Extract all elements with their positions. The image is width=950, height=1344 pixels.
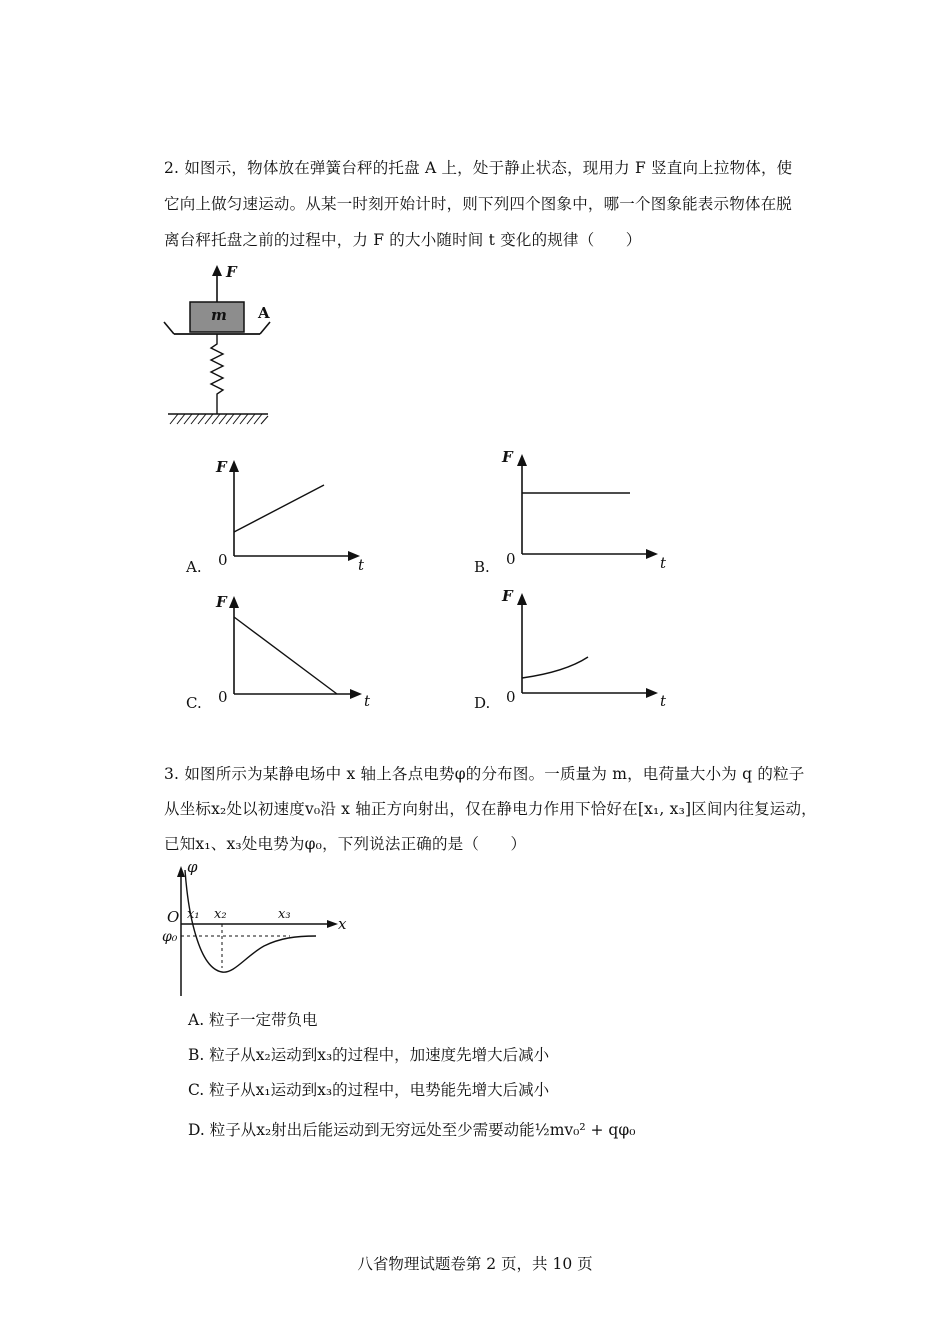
graph-a-ylabel: F [216, 458, 227, 476]
graph-c-ylabel: F [216, 593, 227, 611]
spring-scale-figure [160, 262, 280, 432]
page-footer: 八省物理试题卷第 2 页，共 10 页 [357, 1255, 593, 1273]
graph-b-option: B. [474, 558, 490, 576]
phi-axis-label: φ [187, 858, 198, 876]
graph-d-option: D. [474, 694, 491, 712]
graph-c-line [234, 617, 337, 694]
q3-option-d: D. 粒子从x₂射出后能运动到无穷远处至少需要动能½mv₀² + qφ₀ [188, 1121, 636, 1139]
q2-stem-line-3: 离台秤托盘之前的过程中，力 F 的大小随时间 t 变化的规律（ ） [164, 231, 642, 249]
graph-a-origin: 0 [218, 551, 228, 569]
q2-stem-line-1: 2. 如图示，物体放在弹簧台秤的托盘 A 上，处于静止状态，现用力 F 竖直向上拉物体，使 [164, 159, 793, 177]
q3-option-c: C. 粒子从x₁运动到x₃的过程中，电势能先增大后减小 [188, 1081, 550, 1099]
q2-stem-line-2: 它向上做匀速运动。从某一时刻开始计时，则下列四个图象中，哪一个图象能表示物体在脱 [164, 195, 793, 213]
graph-c-xlabel: t [364, 692, 371, 710]
graph-b-origin: 0 [506, 550, 516, 568]
x2-label: x₂ [214, 907, 227, 922]
graph-b-xlabel: t [660, 554, 667, 572]
origin-label: O [167, 908, 180, 926]
q3-option-a: A. 粒子一定带负电 [188, 1011, 318, 1029]
q3-option-b: B. 粒子从x₂运动到x₃的过程中，加速度先增大后减小 [188, 1046, 550, 1064]
graph-d-xlabel: t [660, 692, 667, 710]
q3-stem-line-1: 3. 如图所示为某静电场中 x 轴上各点电势φ的分布图。一质量为 m，电荷量大小为 q 的粒子 [164, 765, 805, 783]
graph-b [470, 446, 670, 580]
graph-a [182, 452, 382, 582]
x1-label: x₁ [187, 907, 200, 922]
graph-c [182, 590, 382, 720]
plate-label: A [258, 304, 270, 322]
phi0-label: φ₀ [162, 929, 178, 945]
x3-label: x₃ [278, 907, 291, 922]
x-axis-label: x [338, 915, 347, 933]
graph-d-origin: 0 [506, 688, 516, 706]
graph-b-ylabel: F [502, 448, 513, 466]
graph-c-origin: 0 [218, 688, 228, 706]
force-label: F [226, 263, 237, 281]
q3-stem-line-2: 从坐标x₂处以初速度v₀沿 x 轴正方向射出，仅在静电力作用下恰好在[x₁, x₃]区间内往复运动， [164, 800, 817, 818]
graph-a-xlabel: t [358, 556, 365, 574]
graph-c-option: C. [186, 694, 202, 712]
graph-a-line [234, 485, 324, 532]
graph-a-option: A. [186, 558, 202, 576]
q3-stem-line-3: 已知x₁、x₃处电势为φ₀，下列说法正确的是（ ） [164, 835, 527, 853]
potential-graph [160, 856, 360, 1001]
graph-d [470, 586, 670, 720]
potential-curve [185, 870, 316, 972]
graph-d-ylabel: F [502, 587, 513, 605]
mass-label: m [211, 306, 227, 324]
graph-d-curve [522, 657, 588, 678]
